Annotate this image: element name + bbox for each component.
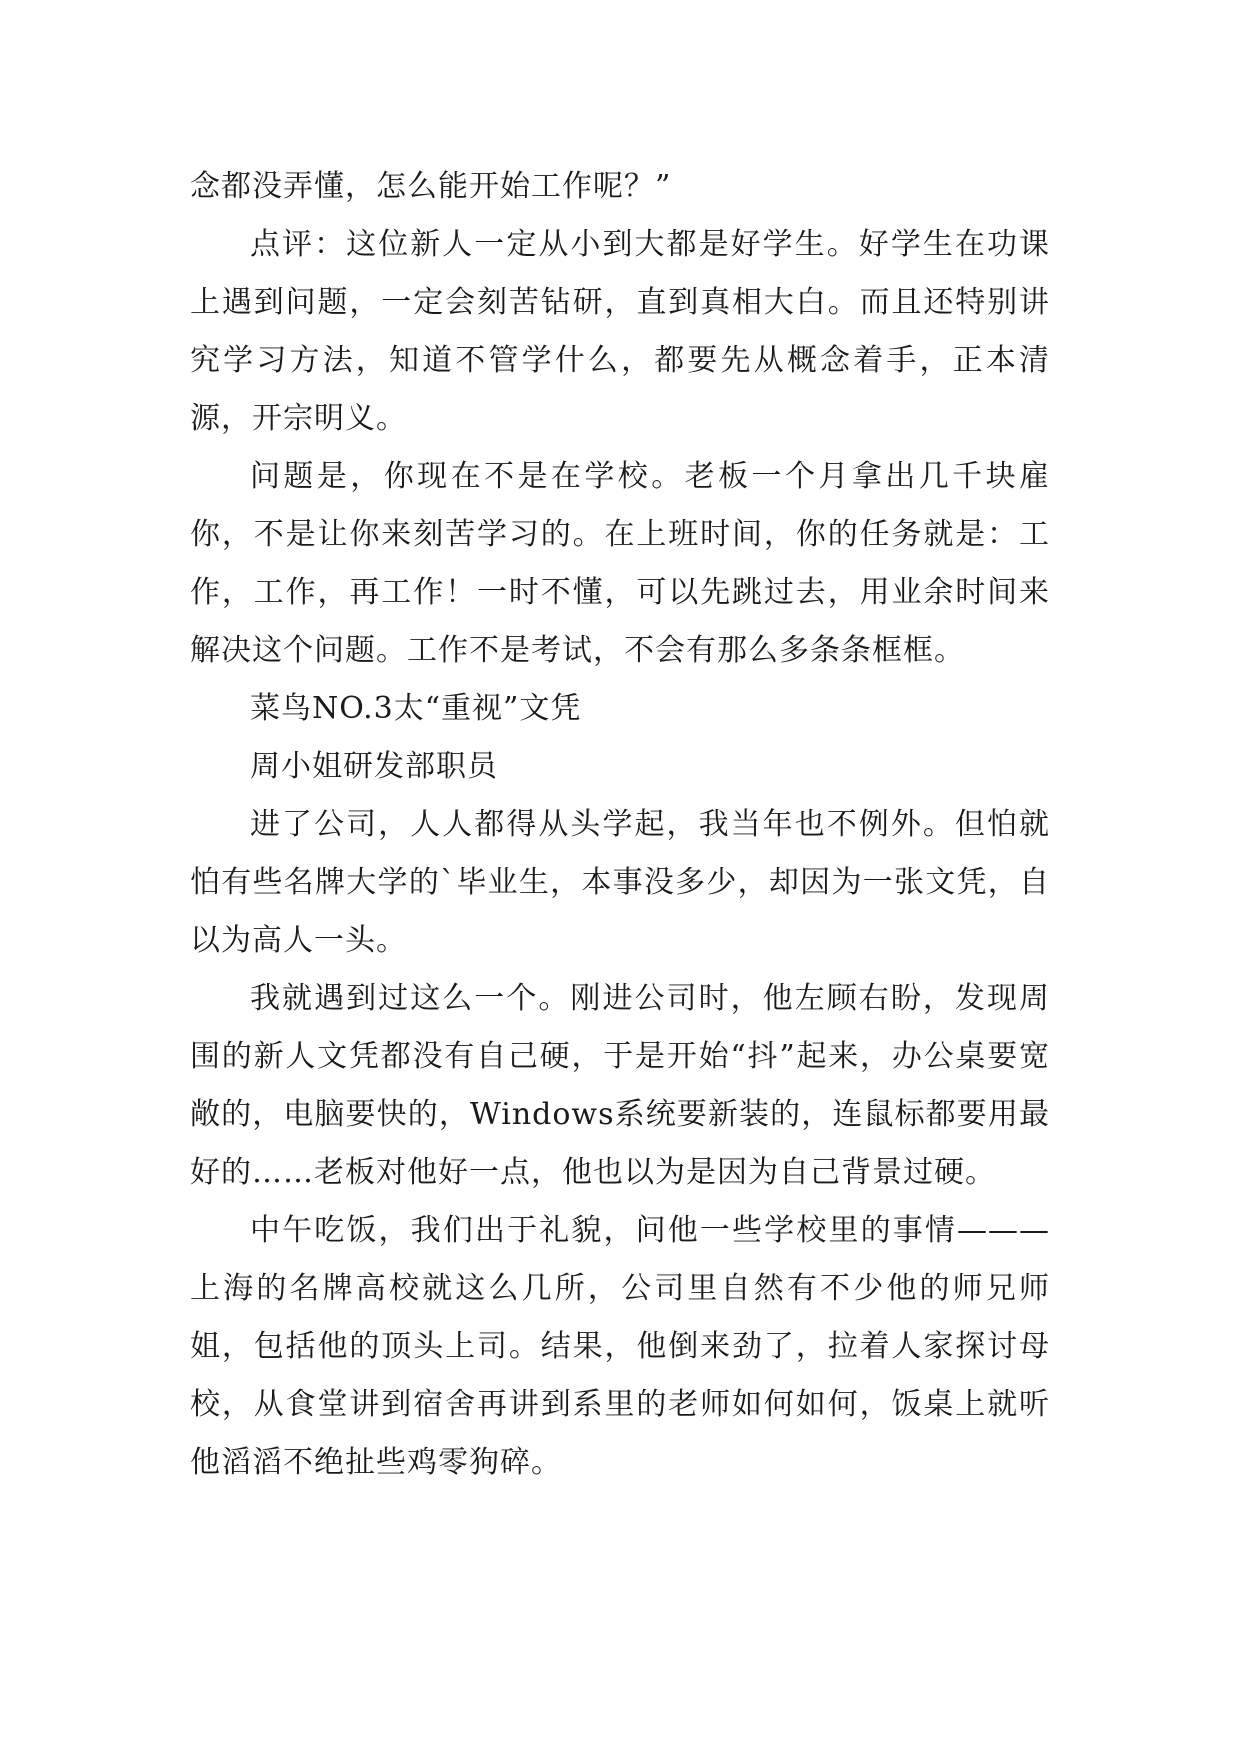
section-heading: 菜鸟NO.3太“重视”文凭 <box>250 691 582 726</box>
document-body <box>190 158 1050 1492</box>
paragraph-6: 进了公司，人人都得从头学起，我当年也不例外。但怕就怕有些名牌大学的`毕业生，本事没多少，却因为一张文凭，自以为高人一头。 <box>190 807 1050 958</box>
paragraph-3: 问题是，你现在不是在学校。老板一个月拿出几千块雇你，不是让你来刻苦学习的。在上班时间，你的任务就是：工作，工作，再工作！一时不懂，可以先跳过去，用业余时间来解决这个问题。工作不是考试，不会有那么多条条框框。 <box>190 459 1050 668</box>
paragraph-2: 点评：这位新人一定从小到大都是好学生。好学生在功课上遇到问题，一定会刻苦钻研，直到真相大白。而且还特别讲究学习方法，知道不管学什么，都要先从概念着手，正本清源，开宗明义。 <box>190 227 1050 436</box>
paragraph-8: 中午吃饭，我们出于礼貌，问他一些学校里的事情———上海的名牌高校就这么几所，公司里自然有不少他的师兄师姐，包括他的顶头上司。结果，他倒来劲了，拉着人家探讨母校，从食堂讲到宿舍再讲到系里的老师如何如何，饭桌上就听他滔滔不绝扯些鸡零狗碎。 <box>190 1213 1050 1480</box>
paragraph-7: 我就遇到过这么一个。刚进公司时，他左顾右盼，发现周围的新人文凭都没有自己硬，于是开始“抖”起来，办公桌要宽敞的，电脑要快的，Windows系统要新装的，连鼠标都要用最好的……老板对他好一点，他也以为是因为自己背景过硬。 <box>190 981 1050 1190</box>
paragraph-1: 念都没弄懂，怎么能开始工作呢？” <box>190 169 672 204</box>
author-line: 周小姐研发部职员 <box>250 749 498 784</box>
